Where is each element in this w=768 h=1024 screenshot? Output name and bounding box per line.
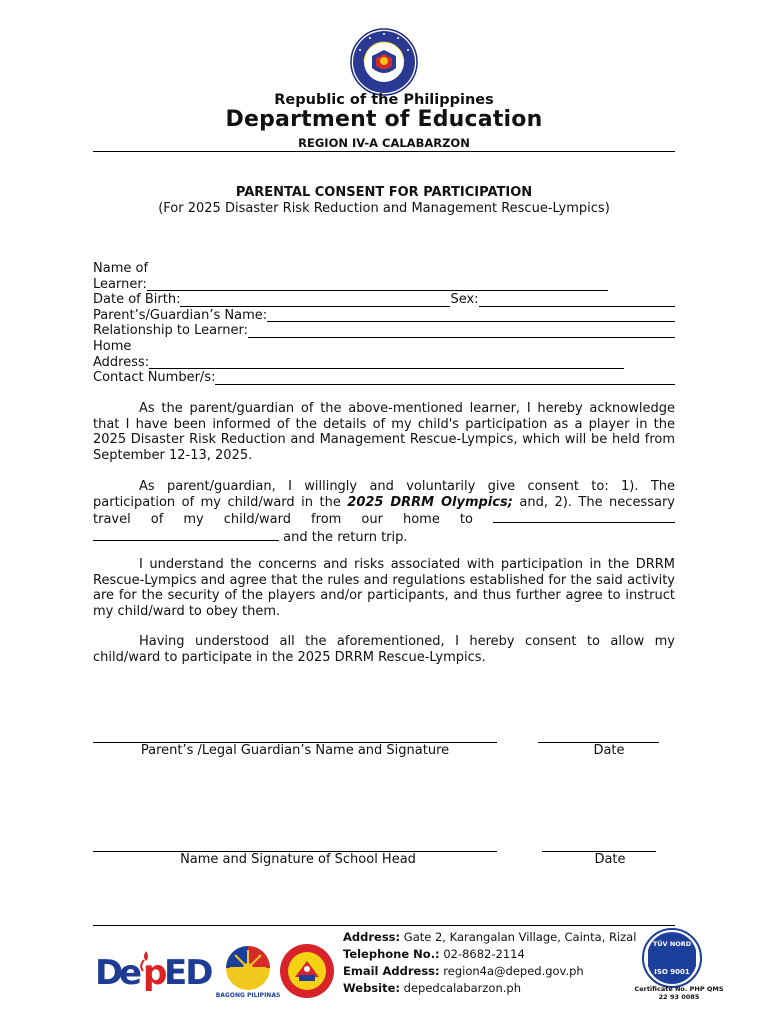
- school-head-date-label: Date: [594, 852, 626, 867]
- event-name-emphasis: 2025 DRRM Olympics;: [347, 494, 513, 510]
- bagong-pilipinas-logo: [215, 942, 281, 1004]
- svg-text:e: e: [119, 953, 143, 993]
- address-label: Address:: [93, 354, 150, 370]
- calabarzon-seal-logo: [279, 943, 335, 1003]
- consent-paragraph-2: As parent/guardian, I willingly and voluntarily give consent to: 1). The participation of my child/ward in the 2025 DRRM Olympics; and, 2). The necessary travel of my child/ward from our home to and the return trip.: [93, 479, 675, 545]
- dob-field[interactable]: [180, 294, 450, 307]
- parent-date-label: Date: [593, 743, 625, 758]
- svg-text:p: p: [143, 953, 168, 993]
- department-heading: Department of Education: [225, 107, 543, 132]
- footer-address: Gate 2, Karangalan Village, Cainta, Rizal: [403, 930, 637, 944]
- deped-seal-logo: [350, 28, 418, 96]
- parent-signature-label: Parent’s /Legal Guardian’s Name and Signature: [140, 743, 450, 758]
- svg-text:D: D: [95, 953, 122, 993]
- sex-field[interactable]: [479, 294, 675, 307]
- school-head-signature-label: Name and Signature of School Head: [180, 852, 416, 867]
- consent-paragraph-3: I understand the concerns and risks associated with participation in the DRRM Rescue-Lympics and agree that the rules and regulations established for the said activity are for the security of the players and/or participants, and thus further agree to instruct my child/ward to obey them.: [93, 557, 675, 619]
- address-field[interactable]: [149, 356, 624, 369]
- consent-paragraph-1: As the parent/guardian of the above-mentioned learner, I hereby acknowledge that I have been informed of the details of my child's participation as a player in the 2025 Disaster Risk Reduction and Management Rescue-Lympics, which will be held from September 12-13, 2025.: [93, 401, 675, 463]
- footer-website[interactable]: depedcalabarzon.ph: [403, 981, 521, 995]
- header-divider: [93, 151, 675, 152]
- republic-heading: Republic of the Philippines: [274, 92, 494, 108]
- footer-contact-info: Address: Gate 2, Karangalan Village, Cainta, Rizal Telephone No.: 02-8682-2114 Email Address: region4a@deped.gov.ph Website: depedcalabarzon.ph: [343, 930, 637, 995]
- destination-field-continued[interactable]: [93, 528, 279, 541]
- svg-text:BAGONG PILIPINAS: BAGONG PILIPINAS: [215, 992, 281, 999]
- footer-phone: 02-8682-2114: [443, 947, 525, 961]
- form-subtitle: (For 2025 Disaster Risk Reduction and Management Rescue-Lympics): [158, 201, 610, 216]
- deped-wordmark-logo: [94, 948, 218, 1000]
- destination-field[interactable]: [493, 510, 675, 523]
- home-label: Home: [93, 338, 132, 354]
- dob-label: Date of Birth:: [93, 292, 181, 308]
- svg-text:ED: ED: [164, 953, 212, 993]
- parent-name-label: Parent’s/Guardian’s Name:: [93, 307, 268, 323]
- footer-divider: [93, 925, 675, 926]
- parent-name-field[interactable]: [267, 309, 675, 322]
- contact-label: Contact Number/s:: [93, 370, 216, 386]
- relationship-label: Relationship to Learner:: [93, 323, 248, 339]
- name-of-label: Name of: [93, 261, 149, 276]
- svg-text:ISO 9001: ISO 9001: [654, 968, 690, 976]
- learner-name-field[interactable]: [147, 278, 608, 291]
- relationship-field[interactable]: [248, 325, 675, 338]
- region-heading: REGION IV-A CALABARZON: [298, 136, 470, 150]
- learner-info-fields: [93, 261, 675, 386]
- consent-paragraph-4: Having understood all the aforementioned, I hereby consent to allow my child/ward to participate in the 2025 DRRM Rescue-Lympics.: [93, 634, 675, 665]
- svg-text:TÜV NORD: TÜV NORD: [652, 940, 692, 948]
- form-title: PARENTAL CONSENT FOR PARTICIPATION: [235, 185, 533, 200]
- certificate-number: Certificate No. PHP QMS 22 93 0085: [634, 985, 724, 1001]
- tuv-iso-certification-logo: [640, 928, 704, 992]
- learner-label: Learner:: [93, 276, 147, 292]
- sex-label: Sex:: [450, 292, 479, 308]
- footer-email[interactable]: region4a@deped.gov.ph: [443, 964, 584, 978]
- contact-field[interactable]: [215, 372, 675, 385]
